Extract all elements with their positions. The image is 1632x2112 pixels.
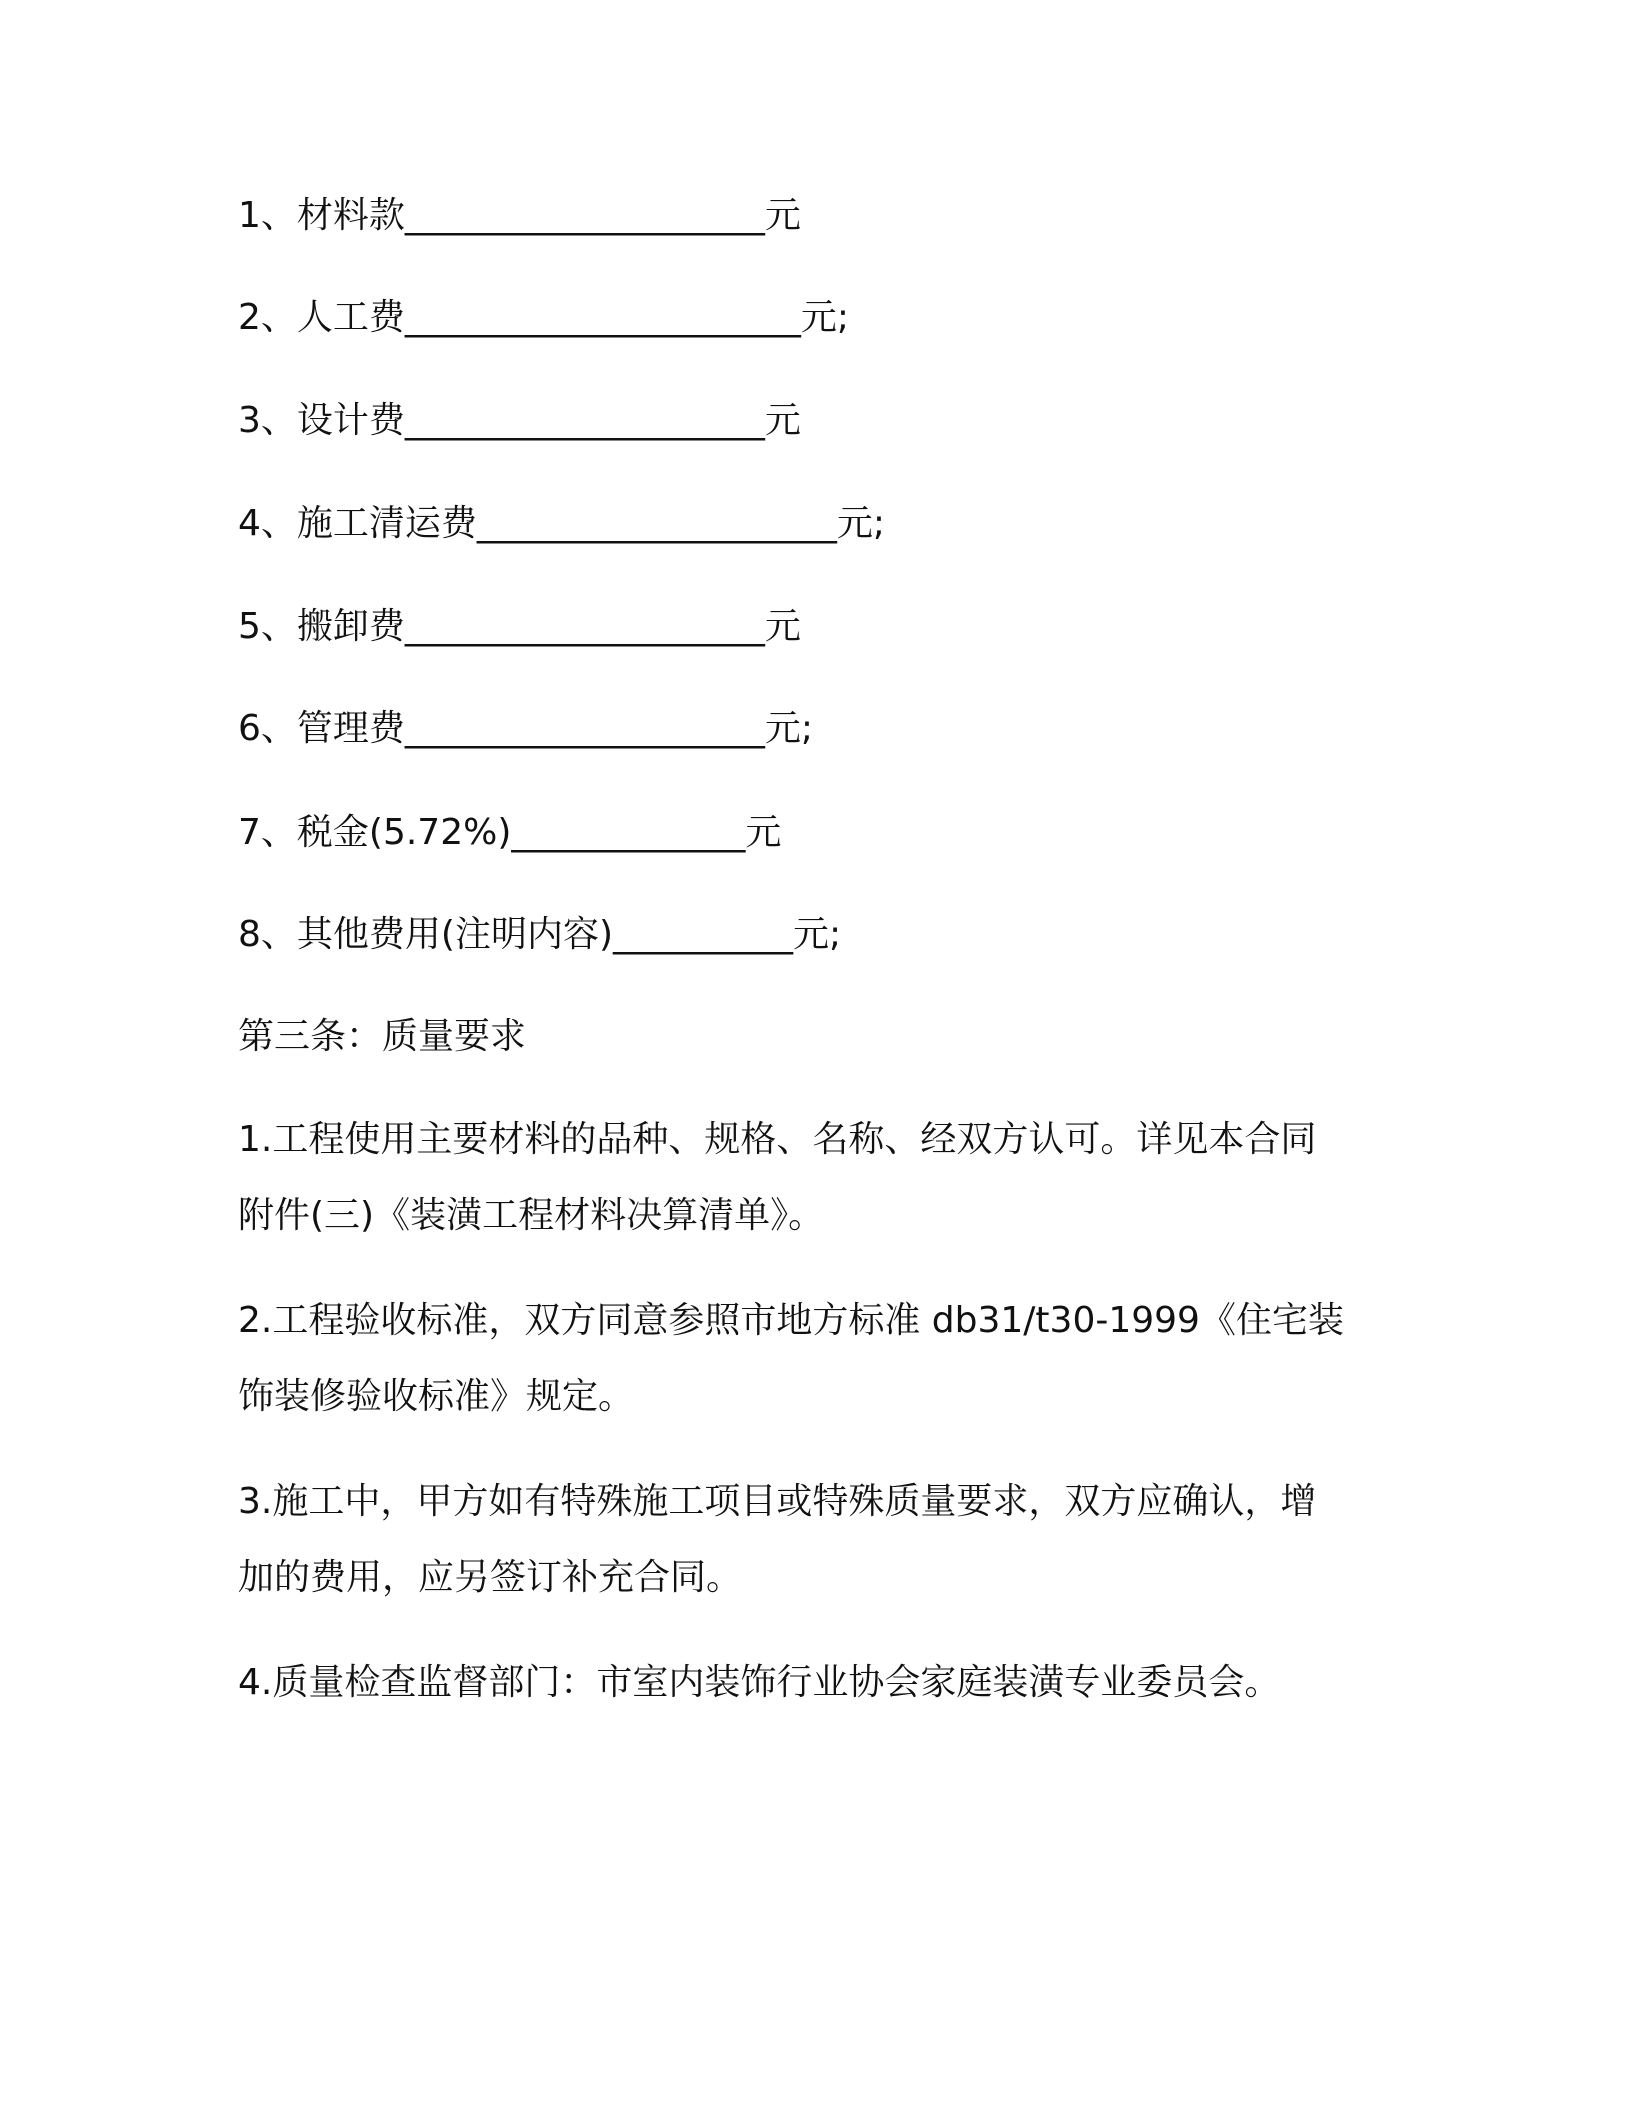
fee-item-tax: 7、税金(5.72%)_____________元	[238, 812, 782, 853]
quality-item-3-line-1: 3.施工中，甲方如有特殊施工项目或特殊质量要求，双方应确认，增	[238, 1481, 1317, 1522]
quality-item-4	[238, 1661, 1358, 1705]
quality-item-1	[238, 1118, 1358, 1238]
quality-item-3-line-2: 加的费用，应另签订补充合同。	[238, 1557, 743, 1598]
quality-item-3	[238, 1480, 1358, 1600]
fee-item-design: 3、设计费____________________元	[238, 400, 801, 441]
quality-item-2-line-1: 2.工程验收标准，双方同意参照市地方标准 db31/t30-1999《住宅装	[238, 1300, 1344, 1341]
fee-item-handling: 5、搬卸费____________________元	[238, 606, 801, 647]
fee-item-cleanup: 4、施工清运费____________________元;	[238, 503, 886, 544]
section-heading: 第三条：质量要求	[238, 1016, 527, 1057]
quality-item-1-line-2: 附件(三)《装潢工程材料决算清单》。	[238, 1195, 825, 1236]
fee-item-material: 1、材料款____________________元	[238, 195, 801, 236]
quality-item-1-line-1: 1.工程使用主要材料的品种、规格、名称、经双方认可。详见本合同	[238, 1119, 1317, 1160]
fee-item-labor: 2、人工费______________________元;	[238, 297, 850, 338]
quality-item-2	[238, 1299, 1358, 1419]
quality-item-2-line-2: 饰装修验收标准》规定。	[238, 1376, 635, 1417]
quality-item-4-line-1: 4.质量检查监督部门：市室内装饰行业协会家庭装潢专业委员会。	[238, 1662, 1281, 1703]
fee-item-management: 6、管理费____________________元;	[238, 708, 814, 749]
fee-item-other: 8、其他费用(注明内容)__________元;	[238, 914, 842, 955]
